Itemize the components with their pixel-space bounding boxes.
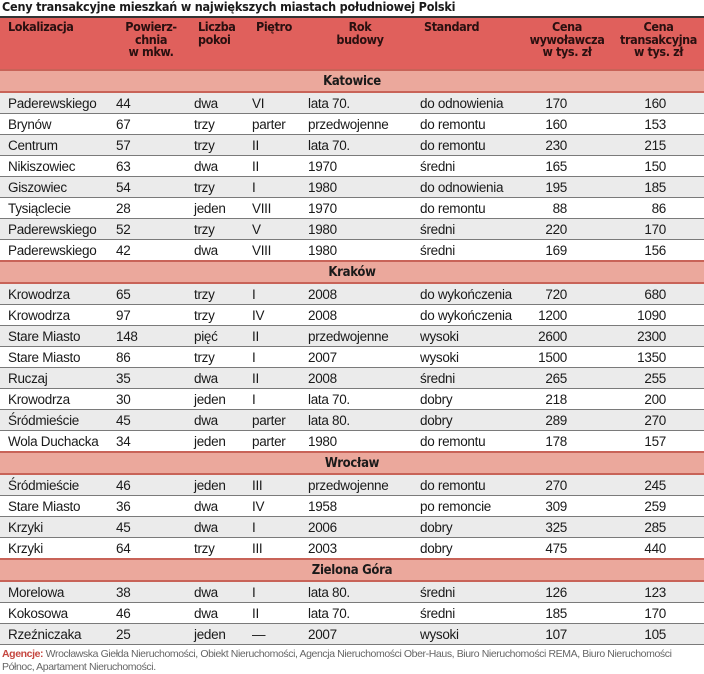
cell-asking: 1500 [521, 347, 613, 368]
cell-standard: do wykończenia [416, 305, 521, 326]
cell-location: Centrum [0, 135, 112, 156]
cell-rooms: trzy [190, 135, 248, 156]
cell-transaction: 170 [613, 603, 704, 624]
cell-standard: do remontu [416, 114, 521, 135]
cell-location: Krowodrza [0, 283, 112, 305]
header-row [0, 18, 704, 70]
cell-area: 57 [112, 135, 190, 156]
cell-location: Paderewskiego [0, 219, 112, 240]
cell-standard: do odnowienia [416, 177, 521, 198]
cell-location: Brynów [0, 114, 112, 135]
cell-asking: 218 [521, 389, 613, 410]
header-area: Powierz- chnia w mkw. [112, 18, 190, 70]
cell-standard: do remontu [416, 135, 521, 156]
cell-transaction: 2300 [613, 326, 704, 347]
cell-asking: 160 [521, 114, 613, 135]
cell-floor: II [248, 326, 304, 347]
cell-standard: do wykończenia [416, 283, 521, 305]
table-row [0, 198, 704, 219]
table-row [0, 135, 704, 156]
table-row [0, 305, 704, 326]
cell-rooms: pięć [190, 326, 248, 347]
cell-location: Ruczaj [0, 368, 112, 389]
cell-area: 44 [112, 92, 190, 114]
cell-year: 2008 [304, 283, 416, 305]
cell-standard: po remoncie [416, 496, 521, 517]
cell-standard: wysoki [416, 347, 521, 368]
cell-standard: do remontu [416, 198, 521, 219]
cell-standard: średni [416, 603, 521, 624]
cell-floor: — [248, 624, 304, 645]
cell-area: 38 [112, 581, 190, 603]
cell-location: Śródmieście [0, 410, 112, 431]
header-transaction: Cena transakcyjna w tys. zł [613, 18, 704, 70]
cell-year: 1958 [304, 496, 416, 517]
cell-floor: parter [248, 114, 304, 135]
cell-transaction: 170 [613, 219, 704, 240]
cell-area: 34 [112, 431, 190, 453]
table-row [0, 240, 704, 262]
cell-year: lata 70. [304, 389, 416, 410]
cell-rooms: dwa [190, 496, 248, 517]
cell-floor: VIII [248, 240, 304, 262]
cell-transaction: 245 [613, 474, 704, 496]
cell-transaction: 156 [613, 240, 704, 262]
table-row [0, 177, 704, 198]
cell-asking: 220 [521, 219, 613, 240]
cell-area: 64 [112, 538, 190, 560]
cell-area: 35 [112, 368, 190, 389]
cell-rooms: trzy [190, 219, 248, 240]
cell-year: lata 70. [304, 135, 416, 156]
city-section-row [0, 559, 704, 581]
cell-rooms: dwa [190, 410, 248, 431]
cell-location: Śródmieście [0, 474, 112, 496]
table-row [0, 474, 704, 496]
cell-location: Nikiszowiec [0, 156, 112, 177]
cell-asking: 270 [521, 474, 613, 496]
city-name: Wrocław [0, 452, 704, 474]
cell-rooms: dwa [190, 368, 248, 389]
cell-area: 30 [112, 389, 190, 410]
cell-area: 36 [112, 496, 190, 517]
cell-year: 2006 [304, 517, 416, 538]
cell-year: 1980 [304, 431, 416, 453]
cell-location: Krzyki [0, 517, 112, 538]
cell-area: 42 [112, 240, 190, 262]
cell-transaction: 215 [613, 135, 704, 156]
table-title: Ceny transakcyjne mieszkań w największych miastach południowej Polski [0, 0, 704, 18]
cell-area: 63 [112, 156, 190, 177]
cell-floor: IV [248, 496, 304, 517]
cell-rooms: trzy [190, 538, 248, 560]
cell-standard: do remontu [416, 431, 521, 453]
cell-floor: parter [248, 410, 304, 431]
cell-transaction: 1350 [613, 347, 704, 368]
cell-location: Giszowiec [0, 177, 112, 198]
cell-transaction: 153 [613, 114, 704, 135]
table-row [0, 624, 704, 645]
city-section-row [0, 70, 704, 92]
cell-rooms: dwa [190, 581, 248, 603]
city-name: Zielona Góra [0, 559, 704, 581]
cell-floor: VIII [248, 198, 304, 219]
city-section-row [0, 452, 704, 474]
cell-rooms: jeden [190, 431, 248, 453]
cell-standard: wysoki [416, 326, 521, 347]
cell-floor: VI [248, 92, 304, 114]
cell-location: Stare Miasto [0, 347, 112, 368]
cell-transaction: 105 [613, 624, 704, 645]
cell-rooms: trzy [190, 114, 248, 135]
cell-standard: średni [416, 156, 521, 177]
cell-area: 52 [112, 219, 190, 240]
cell-area: 25 [112, 624, 190, 645]
footer-sources [0, 645, 704, 674]
cell-transaction: 259 [613, 496, 704, 517]
cell-asking: 165 [521, 156, 613, 177]
cell-asking: 170 [521, 92, 613, 114]
cell-location: Stare Miasto [0, 496, 112, 517]
cell-asking: 720 [521, 283, 613, 305]
cell-asking: 475 [521, 538, 613, 560]
cell-asking: 309 [521, 496, 613, 517]
cell-year: przedwojenne [304, 114, 416, 135]
cell-location: Stare Miasto [0, 326, 112, 347]
cell-asking: 265 [521, 368, 613, 389]
cell-standard: dobry [416, 389, 521, 410]
cell-rooms: trzy [190, 177, 248, 198]
cell-floor: I [248, 283, 304, 305]
cell-location: Krowodrza [0, 305, 112, 326]
cell-year: lata 70. [304, 603, 416, 624]
cell-location: Morelowa [0, 581, 112, 603]
cell-asking: 88 [521, 198, 613, 219]
cell-asking: 107 [521, 624, 613, 645]
cell-floor: V [248, 219, 304, 240]
cell-asking: 195 [521, 177, 613, 198]
cell-area: 86 [112, 347, 190, 368]
table-row [0, 219, 704, 240]
cell-area: 45 [112, 410, 190, 431]
cell-year: 2007 [304, 347, 416, 368]
cell-floor: II [248, 156, 304, 177]
cell-standard: do remontu [416, 474, 521, 496]
cell-area: 28 [112, 198, 190, 219]
cell-floor: I [248, 347, 304, 368]
cell-transaction: 285 [613, 517, 704, 538]
header-rooms: Liczba pokoi [190, 18, 248, 70]
cell-rooms: trzy [190, 305, 248, 326]
table-row [0, 389, 704, 410]
cell-rooms: jeden [190, 624, 248, 645]
cell-asking: 2600 [521, 326, 613, 347]
cell-standard: do odnowienia [416, 92, 521, 114]
table-row [0, 431, 704, 453]
cell-rooms: dwa [190, 156, 248, 177]
cell-floor: I [248, 177, 304, 198]
cell-standard: średni [416, 581, 521, 603]
footer-text: Wrocławska Giełda Nieruchomości, Obiekt Nieruchomości, Agencja Nieruchomości Ober-Haus, Biuro Nieruchomości REMA, Biuro Nieruchomości Północ, Apartament Nieruchomości. [2, 648, 672, 673]
cell-year: przedwojenne [304, 326, 416, 347]
cell-floor: IV [248, 305, 304, 326]
city-name: Kraków [0, 261, 704, 283]
cell-standard: średni [416, 219, 521, 240]
cell-area: 148 [112, 326, 190, 347]
cell-transaction: 160 [613, 92, 704, 114]
cell-location: Tysiąclecie [0, 198, 112, 219]
cell-area: 46 [112, 474, 190, 496]
header-location: Lokalizacja [0, 18, 112, 70]
table-row [0, 156, 704, 177]
header-floor: Piętro [248, 18, 304, 70]
prices-table [0, 18, 704, 645]
cell-asking: 1200 [521, 305, 613, 326]
cell-location: Wola Duchacka [0, 431, 112, 453]
table-row [0, 410, 704, 431]
cell-transaction: 157 [613, 431, 704, 453]
header-year: Rok budowy [304, 18, 416, 70]
cell-location: Paderewskiego [0, 92, 112, 114]
table-row [0, 347, 704, 368]
cell-asking: 178 [521, 431, 613, 453]
cell-area: 67 [112, 114, 190, 135]
cell-transaction: 440 [613, 538, 704, 560]
cell-floor: II [248, 368, 304, 389]
cell-transaction: 270 [613, 410, 704, 431]
city-section-row [0, 261, 704, 283]
cell-transaction: 255 [613, 368, 704, 389]
footer-label: Agencje: [2, 648, 44, 660]
cell-location: Krowodrza [0, 389, 112, 410]
cell-rooms: dwa [190, 92, 248, 114]
cell-floor: I [248, 389, 304, 410]
table-row [0, 368, 704, 389]
cell-area: 45 [112, 517, 190, 538]
cell-floor: I [248, 581, 304, 603]
cell-year: 1980 [304, 177, 416, 198]
header-asking: Cena wywoławcza w tys. zł [521, 18, 613, 70]
cell-transaction: 185 [613, 177, 704, 198]
cell-year: 2007 [304, 624, 416, 645]
cell-standard: średni [416, 368, 521, 389]
cell-rooms: trzy [190, 347, 248, 368]
cell-floor: parter [248, 431, 304, 453]
cell-year: lata 70. [304, 92, 416, 114]
cell-floor: III [248, 538, 304, 560]
cell-standard: dobry [416, 410, 521, 431]
cell-asking: 230 [521, 135, 613, 156]
cell-asking: 289 [521, 410, 613, 431]
cell-rooms: jeden [190, 474, 248, 496]
header-standard: Standard [416, 18, 521, 70]
cell-transaction: 200 [613, 389, 704, 410]
cell-rooms: dwa [190, 603, 248, 624]
cell-transaction: 680 [613, 283, 704, 305]
cell-year: 2008 [304, 368, 416, 389]
table-row [0, 92, 704, 114]
cell-transaction: 123 [613, 581, 704, 603]
cell-standard: wysoki [416, 624, 521, 645]
cell-year: 2008 [304, 305, 416, 326]
cell-location: Kokosowa [0, 603, 112, 624]
cell-year: 1970 [304, 198, 416, 219]
cell-transaction: 1090 [613, 305, 704, 326]
cell-year: lata 80. [304, 581, 416, 603]
cell-transaction: 150 [613, 156, 704, 177]
city-name: Katowice [0, 70, 704, 92]
cell-asking: 325 [521, 517, 613, 538]
cell-floor: I [248, 517, 304, 538]
cell-rooms: jeden [190, 198, 248, 219]
table-row [0, 538, 704, 560]
cell-floor: II [248, 135, 304, 156]
table-row [0, 496, 704, 517]
table-row [0, 603, 704, 624]
cell-standard: średni [416, 240, 521, 262]
cell-asking: 169 [521, 240, 613, 262]
cell-location: Rzeźniczaka [0, 624, 112, 645]
cell-rooms: dwa [190, 517, 248, 538]
table-body [0, 70, 704, 645]
cell-location: Paderewskiego [0, 240, 112, 262]
cell-asking: 185 [521, 603, 613, 624]
cell-year: 1980 [304, 219, 416, 240]
table-row [0, 326, 704, 347]
cell-year: przedwojenne [304, 474, 416, 496]
cell-location: Krzyki [0, 538, 112, 560]
cell-standard: dobry [416, 538, 521, 560]
cell-standard: dobry [416, 517, 521, 538]
table-row [0, 283, 704, 305]
cell-floor: II [248, 603, 304, 624]
cell-year: 1980 [304, 240, 416, 262]
cell-year: 1970 [304, 156, 416, 177]
cell-asking: 126 [521, 581, 613, 603]
cell-area: 97 [112, 305, 190, 326]
cell-floor: III [248, 474, 304, 496]
cell-area: 54 [112, 177, 190, 198]
cell-year: 2003 [304, 538, 416, 560]
cell-area: 65 [112, 283, 190, 305]
cell-transaction: 86 [613, 198, 704, 219]
cell-rooms: trzy [190, 283, 248, 305]
table-row [0, 581, 704, 603]
table-row [0, 114, 704, 135]
cell-rooms: jeden [190, 389, 248, 410]
cell-area: 46 [112, 603, 190, 624]
cell-rooms: dwa [190, 240, 248, 262]
cell-year: lata 80. [304, 410, 416, 431]
table-row [0, 517, 704, 538]
